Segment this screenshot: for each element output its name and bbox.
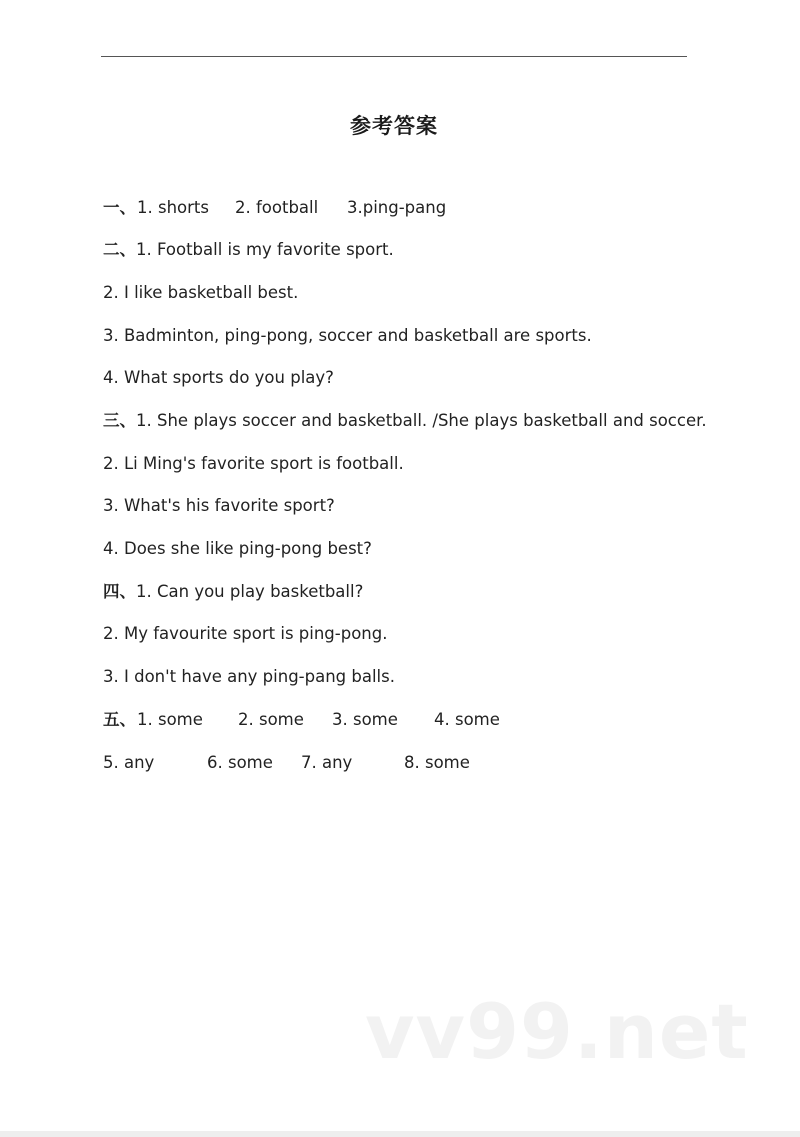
answer-5-2: 2. some (238, 710, 304, 729)
section-2-prefix: 二、 (103, 240, 136, 259)
section-1-prefix: 一、 (103, 198, 136, 217)
section-5-row-1 (103, 708, 603, 732)
answer-5-5: 5. any (103, 753, 155, 772)
answer-4-3: 3. I don't have any ping-pang balls. (103, 667, 395, 686)
watermark: vv99.net (365, 987, 749, 1076)
answer-4-2: 2. My favourite sport is ping-pong. (103, 624, 388, 643)
answer-3-1: 1. She plays soccer and basketball. /She plays basketball and soccer. (136, 411, 707, 430)
page-bottom-edge (0, 1131, 800, 1137)
answer-1-3: 3.ping-pang (347, 198, 447, 217)
answer-2-2: 2. I like basketball best. (103, 283, 299, 302)
answer-1-1: 1. shorts (137, 198, 209, 217)
answer-3-2: 2. Li Ming's favorite sport is football. (103, 454, 404, 473)
answer-5-4: 4. some (434, 710, 500, 729)
section-4-prefix: 四、 (103, 582, 136, 601)
answer-4-1: 1. Can you play basketball? (136, 582, 364, 601)
answer-5-3: 3. some (332, 710, 398, 729)
section-3-prefix: 三、 (103, 411, 136, 430)
section-2-row (103, 238, 394, 262)
answer-5-8: 8. some (404, 753, 470, 772)
section-5-row-2 (103, 751, 603, 775)
answer-3-4: 4. Does she like ping-pong best? (103, 539, 372, 558)
answer-5-1: 1. some (137, 710, 203, 729)
section-1-row (103, 196, 703, 220)
header-rule (101, 56, 687, 57)
answer-2-4: 4. What sports do you play? (103, 368, 334, 387)
answer-5-6: 6. some (207, 753, 273, 772)
answer-1-2: 2. football (235, 198, 319, 217)
section-3-row (103, 409, 707, 433)
section-4-row (103, 580, 363, 604)
answer-5-7: 7. any (301, 753, 353, 772)
answer-2-3: 3. Badminton, ping-pong, soccer and basketball are sports. (103, 326, 592, 345)
page-title: 参考答案 (350, 114, 438, 138)
answer-2-1: 1. Football is my favorite sport. (136, 240, 394, 259)
answer-3-3: 3. What's his favorite sport? (103, 496, 335, 515)
section-5-prefix: 五、 (103, 710, 136, 729)
